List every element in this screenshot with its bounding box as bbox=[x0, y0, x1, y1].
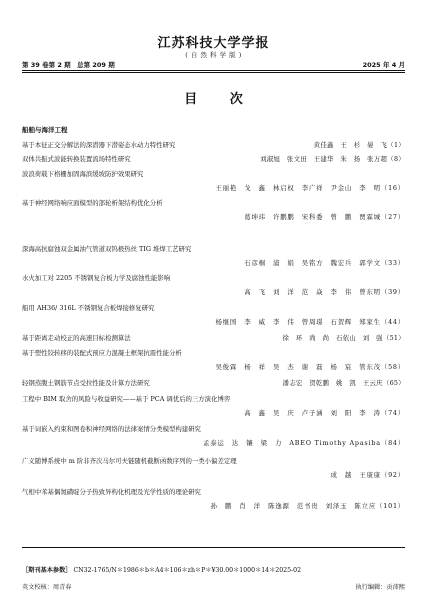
article-page: （1） bbox=[387, 141, 405, 149]
journal-title: 江苏科技大学学报 bbox=[157, 36, 270, 51]
article-page: （44） bbox=[380, 318, 405, 326]
article-authors: 徐 环 尚 尚 石依山 刘 强 bbox=[282, 334, 383, 342]
article-authors: 葛坤玮 许鹏鹏 宋科委 曾 鹏 贾霖城 bbox=[244, 213, 381, 221]
footer-rule bbox=[22, 547, 405, 548]
article-title[interactable]: 船用 AH36/ 316L 不锈钢复合板焊接修复研究 bbox=[22, 304, 155, 312]
article-meta bbox=[244, 409, 405, 417]
header-rule bbox=[22, 70, 405, 71]
article-meta bbox=[215, 363, 405, 371]
toc-entry[interactable] bbox=[22, 425, 405, 447]
toc-entry[interactable] bbox=[22, 395, 405, 417]
article-meta bbox=[203, 439, 405, 447]
toc-entry[interactable] bbox=[22, 304, 405, 326]
issue-date: 2025 年 4 月 bbox=[362, 61, 405, 69]
params-value: CN32-1765/N＊1986＊b＊A4＊106＊zh＊P＊¥30.00＊1000＊14＊2025-02 bbox=[73, 567, 302, 574]
article-meta bbox=[211, 502, 405, 510]
article-page: （39） bbox=[380, 288, 405, 296]
article-page: （58） bbox=[380, 363, 405, 371]
article-authors: 孙 鹏 肖 洋 陈逸源 范书贵 刘泽玉 陈立应 bbox=[210, 502, 377, 510]
header-rule-thin bbox=[22, 72, 405, 73]
article-title[interactable]: 广义随博系统中 m 阶非齐次马尔可夫链随机截断函数序列的一类小偏差定理 bbox=[22, 457, 237, 465]
article-authors: 成 越 王康康 bbox=[330, 471, 381, 479]
article-title[interactable]: 深海高抗腐蚀双金属油气管道双钨极热丝 TIG 堆焊工艺研究 bbox=[22, 245, 192, 253]
article-page: （27） bbox=[380, 213, 405, 221]
article-title[interactable]: 工程中 BIM 取舍的风险与收益研究——基于 PCA 调优后的三方演化博弈 bbox=[22, 395, 231, 403]
article-title[interactable]: 基于神经网络响应面模型的部轮析架结构优化分析 bbox=[22, 199, 163, 207]
article-meta bbox=[244, 259, 405, 267]
article-authors: 王丽艳 戈 鑫 林启权 李广祥 尹金山 李 明 bbox=[215, 184, 381, 192]
article-meta bbox=[283, 334, 405, 342]
toc-entry[interactable] bbox=[22, 457, 405, 479]
article-title[interactable]: 基于距离走动校正的高速目标检测算法 bbox=[22, 334, 131, 342]
article-meta bbox=[215, 318, 405, 326]
article-page: （92） bbox=[380, 471, 405, 479]
article-meta bbox=[244, 213, 405, 221]
toc-entry[interactable] bbox=[22, 349, 405, 371]
article-title[interactable]: 水火加工对 2205 不锈钢复合板力学及腐蚀性能影响 bbox=[22, 274, 171, 282]
journal-subtitle: ( 自 然 科 学 版 ) bbox=[185, 51, 242, 59]
article-meta bbox=[260, 155, 405, 163]
article-meta bbox=[283, 379, 405, 387]
article-meta bbox=[331, 471, 405, 479]
article-page: （101） bbox=[376, 502, 405, 510]
article-page: （74） bbox=[380, 409, 405, 417]
article-title[interactable]: 气相中苯基偶氮磺啶分子热致异构化机理及光学性质的理论研究 bbox=[22, 488, 201, 496]
article-title[interactable]: 基于本征正交分解法的深潜器下潜姿态水动力特性研究 bbox=[22, 141, 176, 149]
toc-heading: 目 次 bbox=[184, 92, 257, 107]
issue-info: 第 39 卷第 2 期 总第 209 期 bbox=[22, 61, 115, 69]
article-authors: 吴俊霖 杨 祥 吴 杰 谢 磊 杨 宸 管东茂 bbox=[215, 363, 381, 371]
toc-entry[interactable] bbox=[22, 170, 405, 192]
article-authors: 潘志宏 贺乾鹏 姚 凯 王云庆 bbox=[282, 379, 383, 387]
toc-entry[interactable] bbox=[22, 245, 405, 267]
article-title[interactable]: 基于词嵌入约束和图卷积神经网络的法律案情分类模型构建研究 bbox=[22, 425, 201, 433]
article-page: （84） bbox=[380, 439, 405, 447]
article-authors: 黄佳鑫 王 杉 晏 飞 bbox=[313, 141, 388, 149]
toc-entry[interactable] bbox=[22, 379, 405, 387]
article-authors: 杨继国 李 威 李 伟 曾周璟 石贺辉 郑家生 bbox=[215, 318, 381, 326]
toc-entry[interactable] bbox=[22, 141, 405, 149]
article-title[interactable]: 轻钢蒸腹土钢筋节点受拉性能及计算方法研究 bbox=[22, 379, 150, 387]
toc-entry[interactable] bbox=[22, 199, 405, 221]
article-meta bbox=[215, 184, 405, 192]
toc-entry[interactable] bbox=[22, 334, 405, 342]
journal-parameters bbox=[22, 565, 301, 574]
article-authors: 石彦桐 浦 娟 吴铭方 魏宏兵 郭学文 bbox=[244, 259, 381, 267]
toc-entry[interactable] bbox=[22, 155, 405, 163]
article-page: （16） bbox=[380, 184, 405, 192]
article-page: （51） bbox=[382, 334, 405, 342]
toc-entry[interactable] bbox=[22, 274, 405, 296]
article-title[interactable]: 双体共振式波能转换装置流场特性研究 bbox=[22, 155, 131, 163]
article-authors: 孟泰运 达 镶 梁 力 ABEO Timothy Apasiba bbox=[203, 439, 381, 447]
article-authors: 高 飞 刘 洋 范 焱 李 伟 曾东明 bbox=[244, 288, 381, 296]
article-title[interactable]: 波浪荷载下格栅加固海滨缓坡防护效果研究 bbox=[22, 170, 144, 178]
executive-editor: 执行编辑：贡沛熙 bbox=[355, 584, 405, 591]
article-title[interactable]: 基于塑性铰转移的装配式预应力混凝土框架抗震性能分析 bbox=[22, 349, 182, 357]
params-label: ［期刊基本参数］ bbox=[22, 567, 72, 574]
article-meta bbox=[244, 288, 405, 296]
article-page: （33） bbox=[380, 259, 405, 267]
article-page: （8） bbox=[387, 155, 405, 163]
article-page: （65） bbox=[382, 379, 405, 387]
section-heading: 船舶与海洋工程 bbox=[22, 126, 68, 134]
article-authors: 刘淑旭 张文田 王建华 朱 扬 张万超 bbox=[260, 155, 388, 163]
toc-entry[interactable] bbox=[22, 488, 405, 510]
english-proofreader: 英文校核：周青春 bbox=[22, 584, 72, 591]
article-meta bbox=[314, 141, 405, 149]
article-authors: 高 鑫 吴 庆 卢子涵 刘 阳 李 涛 bbox=[244, 409, 381, 417]
